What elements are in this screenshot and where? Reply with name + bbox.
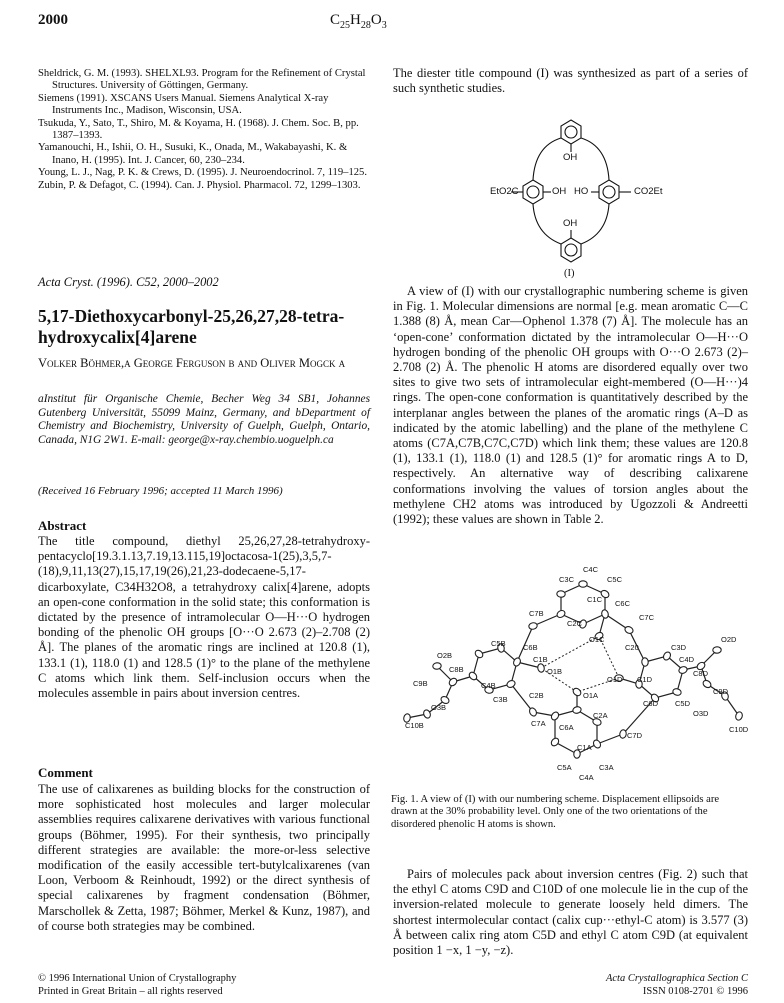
atom-ellipsoid <box>572 706 582 715</box>
comment-heading: Comment <box>38 765 93 780</box>
atom-ellipsoid <box>579 581 587 587</box>
comment-paragraph: The use of calixarenes as building blocks for the construction of more sophisticated host molecules and larger molecular assemblies requires calixarene derivatives with various functional groups (Böhmer, 1995). For their synthesis, two principally different strategies are available: the more-or-less selective modification of the easily accessible tert-butylcalixarenes (van Loon, Verboom & Reinhoudt, 1992) or the direct synthesis of special calixarenes by fragment condensation (Böhmer, Marschollek & Zetta, 1987; Böhmer, Merkel & Kunz, 1987), and of course both strategies may be combined. <box>38 782 370 933</box>
atom-ellipsoid <box>474 649 485 659</box>
atom-label: C4C <box>583 566 599 574</box>
atom-label: C8D <box>693 669 709 678</box>
atom-ellipsoid <box>672 688 682 696</box>
ester-group-left: EtO2C <box>490 186 519 197</box>
atom-label: C8B <box>449 665 464 674</box>
atom-label: C7C <box>639 613 655 622</box>
atom-label: C1B <box>533 655 548 664</box>
atom-ellipsoid <box>702 679 713 689</box>
discussion-text <box>393 284 748 527</box>
discussion-paragraph: A view of (I) with our crystallographic numbering scheme is given in Fig. 1. Molecular dimensions are normal [e.g. mean aromatic C—C 1.388 (8) Å, mean Car—Ophenol 1.378 (7) Å]. The molecule has an ‘open-cone’ conformation dictated by the intramolecular O—H···O hydrogen bonding of the phenolic OH groups with O···O 2.673 (2)–2.708 (2) Å. The phenolic H atoms are disordered equally over two sites to give two sets of intramolecular eight-membered (O—H···)4 rings. The open-cone conformation is quantitatively described by the interplanar angles between the planes of the aromatic rings (A–D as indicated by the atomic labelling) and the plane of the methylene C atoms (C7A,C7B,C7C,C7D) which link them; these values are 120.8 (1), 133.1 (1), 118.0 (1) and 128.5 (1)° for aromatic rings A to D, respectively. An alternative way of describing calixarene conformations involving the values of torsion angles about the methylene CH2 atoms was introduced by Ugozzoli & Andreetti (1992); these values are shown in Table 2. <box>393 284 748 527</box>
atom-label: C3B <box>493 695 508 704</box>
atom-label: C6D <box>643 699 659 708</box>
molecule-ortep-drawing <box>383 566 758 786</box>
atom-ellipsoid <box>624 625 634 634</box>
atom-label: O2B <box>437 651 453 660</box>
atom-label: C9D <box>713 687 729 696</box>
atom-ellipsoid <box>506 679 516 689</box>
atom-label: O1D <box>607 675 623 684</box>
atom-label: C3C <box>559 575 575 584</box>
compound-label: (I) <box>564 268 575 279</box>
atom-label: C20 <box>625 643 639 652</box>
footer-journal-name: Acta Crystallographica Section C <box>605 973 748 984</box>
atom-ellipsoid <box>556 609 567 619</box>
atom-ellipsoid <box>432 662 441 669</box>
reference-item: Young, L. J., Nag, P. K. & Crews, D. (1995). J. Neuroendocrinol. 7, 119–125. <box>38 167 367 179</box>
atom-label: C2A <box>593 711 608 720</box>
atom-label: C4B <box>481 681 496 690</box>
atom-label: O3D <box>693 709 709 718</box>
atom-ellipsoid <box>713 647 722 654</box>
ester-group-right: CO2Et <box>634 186 663 197</box>
received-dates: (Received 16 February 1996; accepted 11 March 1996) <box>38 485 283 497</box>
atom-ellipsoid <box>557 590 566 597</box>
atom-label: C2B <box>529 691 544 700</box>
atom-label: C5B <box>491 639 506 648</box>
comment-text <box>38 782 370 934</box>
atom-label: C7D <box>627 731 643 740</box>
atom-label: C2C <box>567 619 583 628</box>
atom-label: C6B <box>523 643 538 652</box>
hydroxyl-top: OH <box>563 152 578 163</box>
atom-label: C10B <box>405 721 424 730</box>
hydroxyl-bottom: OH <box>563 218 578 229</box>
atom-ellipsoid <box>619 729 627 738</box>
atom-label: O3B <box>431 703 447 712</box>
reference-item: Siemens (1991). XSCANS Users Manual. Siemens Analytical X-ray Instruments Inc., Madison, Wisconsin, USA. <box>38 92 329 117</box>
hydroxyl-left: OH <box>552 186 567 197</box>
atom-label: C6A <box>559 723 574 732</box>
atom-label: C3D <box>671 643 687 652</box>
atom-ellipsoid <box>641 657 648 666</box>
abstract-heading: Abstract <box>38 518 87 533</box>
page-number: 2000 <box>38 12 68 28</box>
atom-ellipsoid <box>572 687 583 697</box>
atom-label: O2D <box>721 635 737 644</box>
abstract-paragraph: The title compound, diethyl 25,26,27,28-tetrahydroxy-pentacyclo[19.3.1.13,7.19,13.115,19]octacosa-1(25),3,5,7-(18),9,11,13(27),15,17,19(26),21,23-dodecaene-5,17-dicarboxylate, C34H32O8, a tetrahydroxy calix[4]arene, adopts an open-cone conformation in the solid state; this conformation is dictated by the presence of intramolecular O—H···O hydrogen bonding of the phenolic OH groups [O···O 2.673 (2)–2.708 (2) Å]. The planes of the aromatic rings are inclined at 120.8 (1), 133.1 (1), 118.0 (1) and 128.5 (1)° to the plane of the methylene C atoms which link them. Self-inclusion occurs when the molecules assemble in pairs about inversion centres. <box>38 534 370 701</box>
reference-item: Yamanouchi, H., Ishii, O. H., Susuki, K., Onada, M., Wakabayashi, K. & Inano, H. (1995). Int. J. Cancer, 60, 230–234. <box>38 142 348 166</box>
reference-list <box>38 68 370 192</box>
atom-label: C1D <box>637 675 653 684</box>
article-authors: Volker Böhmer,a George Ferguson b and Oliver Mogck a <box>38 356 346 370</box>
footer-issn: ISSN 0108-2701 © 1996 <box>642 985 748 997</box>
atom-ellipsoid <box>550 711 560 722</box>
footer-copyright-line: © 1996 International Union of Crystallography <box>38 973 237 984</box>
reference-item: Sheldrick, G. M. (1993). SHELXL93. Program for the Refinement of Crystal Structures. University of Göttingen, Germany. <box>38 68 366 92</box>
atom-label: C4A <box>579 773 594 782</box>
article-title: 5,17-Diethoxycarbonyl-25,26,27,28-tetra-hydroxycalix[4]arene <box>38 306 345 347</box>
atom-label: C7A <box>531 719 546 728</box>
atom-label: C6C <box>615 599 631 608</box>
atom-ellipsoid <box>601 609 609 619</box>
article-citation: Acta Cryst. (1996). C52, 2000–2002 <box>38 275 219 289</box>
hydroxyl-right: HO <box>574 186 589 197</box>
footer-journal <box>560 973 748 998</box>
atom-label: C1A <box>577 743 592 752</box>
atom-ellipsoid <box>537 663 545 673</box>
intro-paragraph: The diester title compound (I) was synthesized as part of a series of such synthetic studies. <box>393 66 748 95</box>
atom-label: O1A <box>583 691 599 700</box>
reference-item: Zubin, P. & Defagot, C. (1994). Can. J. Physiol. Pharmacol. 72, 1299–1303. <box>38 179 361 191</box>
atom-label: C10D <box>729 725 749 734</box>
atom-ellipsoid <box>550 737 560 748</box>
atom-label: O1C <box>589 635 605 644</box>
atom-label: C5C <box>607 575 623 584</box>
chemical-structure <box>490 112 663 279</box>
packing-paragraph: Pairs of molecules pack about inversion centres (Fig. 2) such that the ethyl C atoms C9D and C10D of one molecule lie in the cup of the inversion-related molecule to generate loosely held dimers. The shortest intermolecular contact (calix cup···ethyl-C atom) is 3.577 (3) Å between calix ring atom C5D and ethyl C atom C9D (at equivalent position 1 −x, 1 −y, −z). <box>393 867 748 958</box>
packing-text <box>393 867 748 958</box>
atom-label: C7B <box>529 609 544 618</box>
author-affiliation: aInstitut für Organische Chemie, Becher Weg 34 SB1, Johannes Gutenberg Universität, 55099 Mainz, Germany, and bDepartment of Chemistry and Biochemistry, University of Guelph, Guelph, Ontario, Canada, N1G 2W1. E-mail: george@x-ray.chembio.uoguelph.ca <box>38 393 370 446</box>
atom-label: C4D <box>679 655 695 664</box>
reference-item: Tsukuda, Y., Sato, T., Shiro, M. & Koyama, H. (1968). J. Chem. Soc. B, pp. 1387–1393. <box>38 117 359 142</box>
atom-label: C5A <box>557 763 572 772</box>
atom-ellipsoid <box>528 622 538 630</box>
figure-caption: Fig. 1. A view of (I) with our numbering scheme. Displacement ellipsoids are drawn at the 30% probability level. Only one of the two orientations of the disordered phenolic H atoms is shown. <box>391 794 720 830</box>
atom-label: C5D <box>675 699 691 708</box>
atom-label: C1C <box>587 595 603 604</box>
atom-label: C3A <box>599 763 614 772</box>
running-formula: $C_{25}H_{28}O_3$ <box>330 12 387 31</box>
footer-copyright <box>38 973 236 998</box>
atom-label: O1B <box>547 667 563 676</box>
abstract-text <box>38 534 370 701</box>
figure-1 <box>383 566 758 856</box>
atom-ellipsoid <box>592 739 602 750</box>
atom-label: C9B <box>413 679 428 688</box>
footer-printed-line: Printed in Great Britain – all rights reserved <box>38 985 223 997</box>
